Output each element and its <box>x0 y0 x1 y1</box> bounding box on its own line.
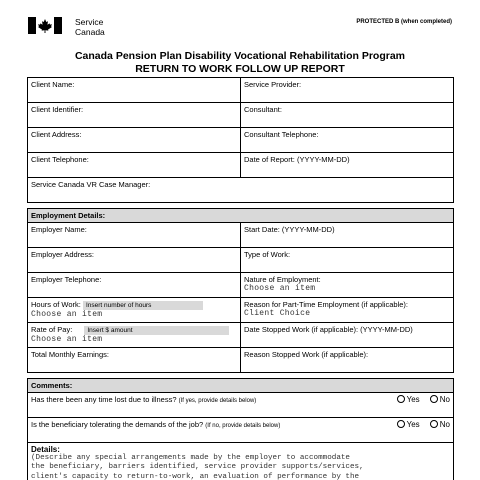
employer-telephone-label: Employer Telephone: <box>31 275 102 284</box>
hours-input[interactable]: Insert number of hours <box>83 301 203 310</box>
form-title: Canada Pension Plan Disability Vocational Rehabilitation Program <box>74 50 406 62</box>
header <box>0 0 480 44</box>
illness-yes-label: Yes <box>406 395 420 404</box>
rate-of-pay-label: Rate of Pay: <box>31 325 73 334</box>
radio-circle-icon <box>430 395 438 403</box>
tolerating-no-label: No <box>439 420 450 429</box>
client-identifier-field[interactable] <box>28 103 241 128</box>
start-date-field[interactable] <box>241 223 454 248</box>
nature-of-employment-select[interactable]: Choose an item <box>244 284 316 293</box>
reason-part-time-select[interactable]: Client Choice <box>244 309 311 318</box>
protected-label: PROTECTED B (when completed) <box>356 19 452 25</box>
reason-part-time-field <box>241 298 454 323</box>
hours-of-work-field <box>28 298 241 323</box>
tolerating-question-note: (If no, provide details below) <box>205 423 281 429</box>
type-of-work-field[interactable] <box>241 248 454 273</box>
case-manager-field[interactable] <box>28 178 454 203</box>
type-of-work-label: Type of Work: <box>244 250 291 259</box>
monthly-earnings-field[interactable] <box>28 348 241 373</box>
date-stopped-label: Date Stopped Work (if applicable): (YYYY-MM-DD) <box>244 325 413 334</box>
tolerating-yes-radio[interactable] <box>397 420 420 429</box>
employer-name-label: Employer Name: <box>31 225 87 234</box>
client-address-label: Client Address: <box>31 130 82 139</box>
monthly-earnings-label: Total Monthly Earnings: <box>31 350 109 359</box>
client-telephone-field[interactable] <box>28 153 241 178</box>
date-of-report-field[interactable] <box>241 153 454 178</box>
service-provider-label: Service Provider: <box>244 80 302 89</box>
brand-line2: Canada <box>75 27 105 37</box>
illness-question: Has there been any time lost due to illness? <box>31 395 177 404</box>
nature-of-employment-field <box>241 273 454 298</box>
reason-stopped-label: Reason Stopped Work (if applicable): <box>244 350 369 359</box>
consultant-telephone-label: Consultant Telephone: <box>244 130 319 139</box>
client-name-field[interactable] <box>28 78 241 103</box>
brand-wordmark <box>75 17 105 37</box>
rate-select[interactable]: Choose an item <box>31 334 103 344</box>
employer-name-field[interactable] <box>28 223 241 248</box>
hours-of-work-label: Hours of Work: <box>31 300 81 309</box>
details-line-2: the beneficiary, barriers identified, service provider supports/services, <box>31 463 364 472</box>
comments-section-header: Comments: <box>28 379 454 393</box>
brand-line1: Service <box>75 17 104 27</box>
illness-no-radio[interactable] <box>430 395 450 404</box>
tolerating-question: Is the beneficiary tolerating the demands of the job? <box>31 420 204 429</box>
case-manager-label: Service Canada VR Case Manager: <box>31 180 151 189</box>
service-provider-field[interactable] <box>241 78 454 103</box>
hours-select[interactable]: Choose an item <box>31 309 103 319</box>
client-info-table <box>27 77 454 203</box>
client-name-label: Client Name: <box>31 80 75 89</box>
rate-input[interactable]: Insert $ amount <box>84 326 229 335</box>
rate-of-pay-field <box>28 323 241 348</box>
employer-address-label: Employer Address: <box>31 250 94 259</box>
reason-stopped-field[interactable] <box>241 348 454 373</box>
employment-table <box>27 208 454 373</box>
illness-yes-radio[interactable] <box>397 395 420 404</box>
client-identifier-label: Client Identifier: <box>31 105 84 114</box>
details-line-3: client's capacity to return-to-work, an evaluation of performance by the <box>31 472 360 480</box>
radio-circle-icon <box>397 420 405 428</box>
start-date-label: Start Date: (YYYY-MM-DD) <box>244 225 335 234</box>
radio-circle-icon <box>430 420 438 428</box>
illness-question-note: (If yes, provide details below) <box>178 398 257 404</box>
employer-address-field[interactable] <box>28 248 241 273</box>
comments-table <box>27 378 454 480</box>
canada-flag-icon <box>28 17 62 34</box>
illness-no-label: No <box>439 395 450 404</box>
date-stopped-field[interactable] <box>241 323 454 348</box>
radio-circle-icon <box>397 395 405 403</box>
details-line-1: (Describe any special arrangements made by the employer to accommodate <box>31 454 350 462</box>
details-field[interactable] <box>28 443 454 480</box>
date-of-report-label: Date of Report: (YYYY-MM-DD) <box>244 155 350 164</box>
details-label: Details: <box>31 445 60 454</box>
tolerating-yes-label: Yes <box>406 420 420 429</box>
client-address-field[interactable] <box>28 128 241 153</box>
nature-of-employment-label: Nature of Employment: <box>244 275 321 284</box>
consultant-telephone-field[interactable] <box>241 128 454 153</box>
form-subtitle: RETURN TO WORK FOLLOW UP REPORT <box>135 63 345 75</box>
tolerating-question-row <box>28 418 454 443</box>
employer-telephone-field[interactable] <box>28 273 241 298</box>
illness-question-row <box>28 393 454 418</box>
reason-part-time-label: Reason for Part-Time Employment (if applicable): <box>244 300 408 309</box>
consultant-label: Consultant: <box>244 105 282 114</box>
consultant-field[interactable] <box>241 103 454 128</box>
employment-section-header: Employment Details: <box>28 209 454 223</box>
client-telephone-label: Client Telephone: <box>31 155 89 164</box>
tolerating-no-radio[interactable] <box>430 420 450 429</box>
